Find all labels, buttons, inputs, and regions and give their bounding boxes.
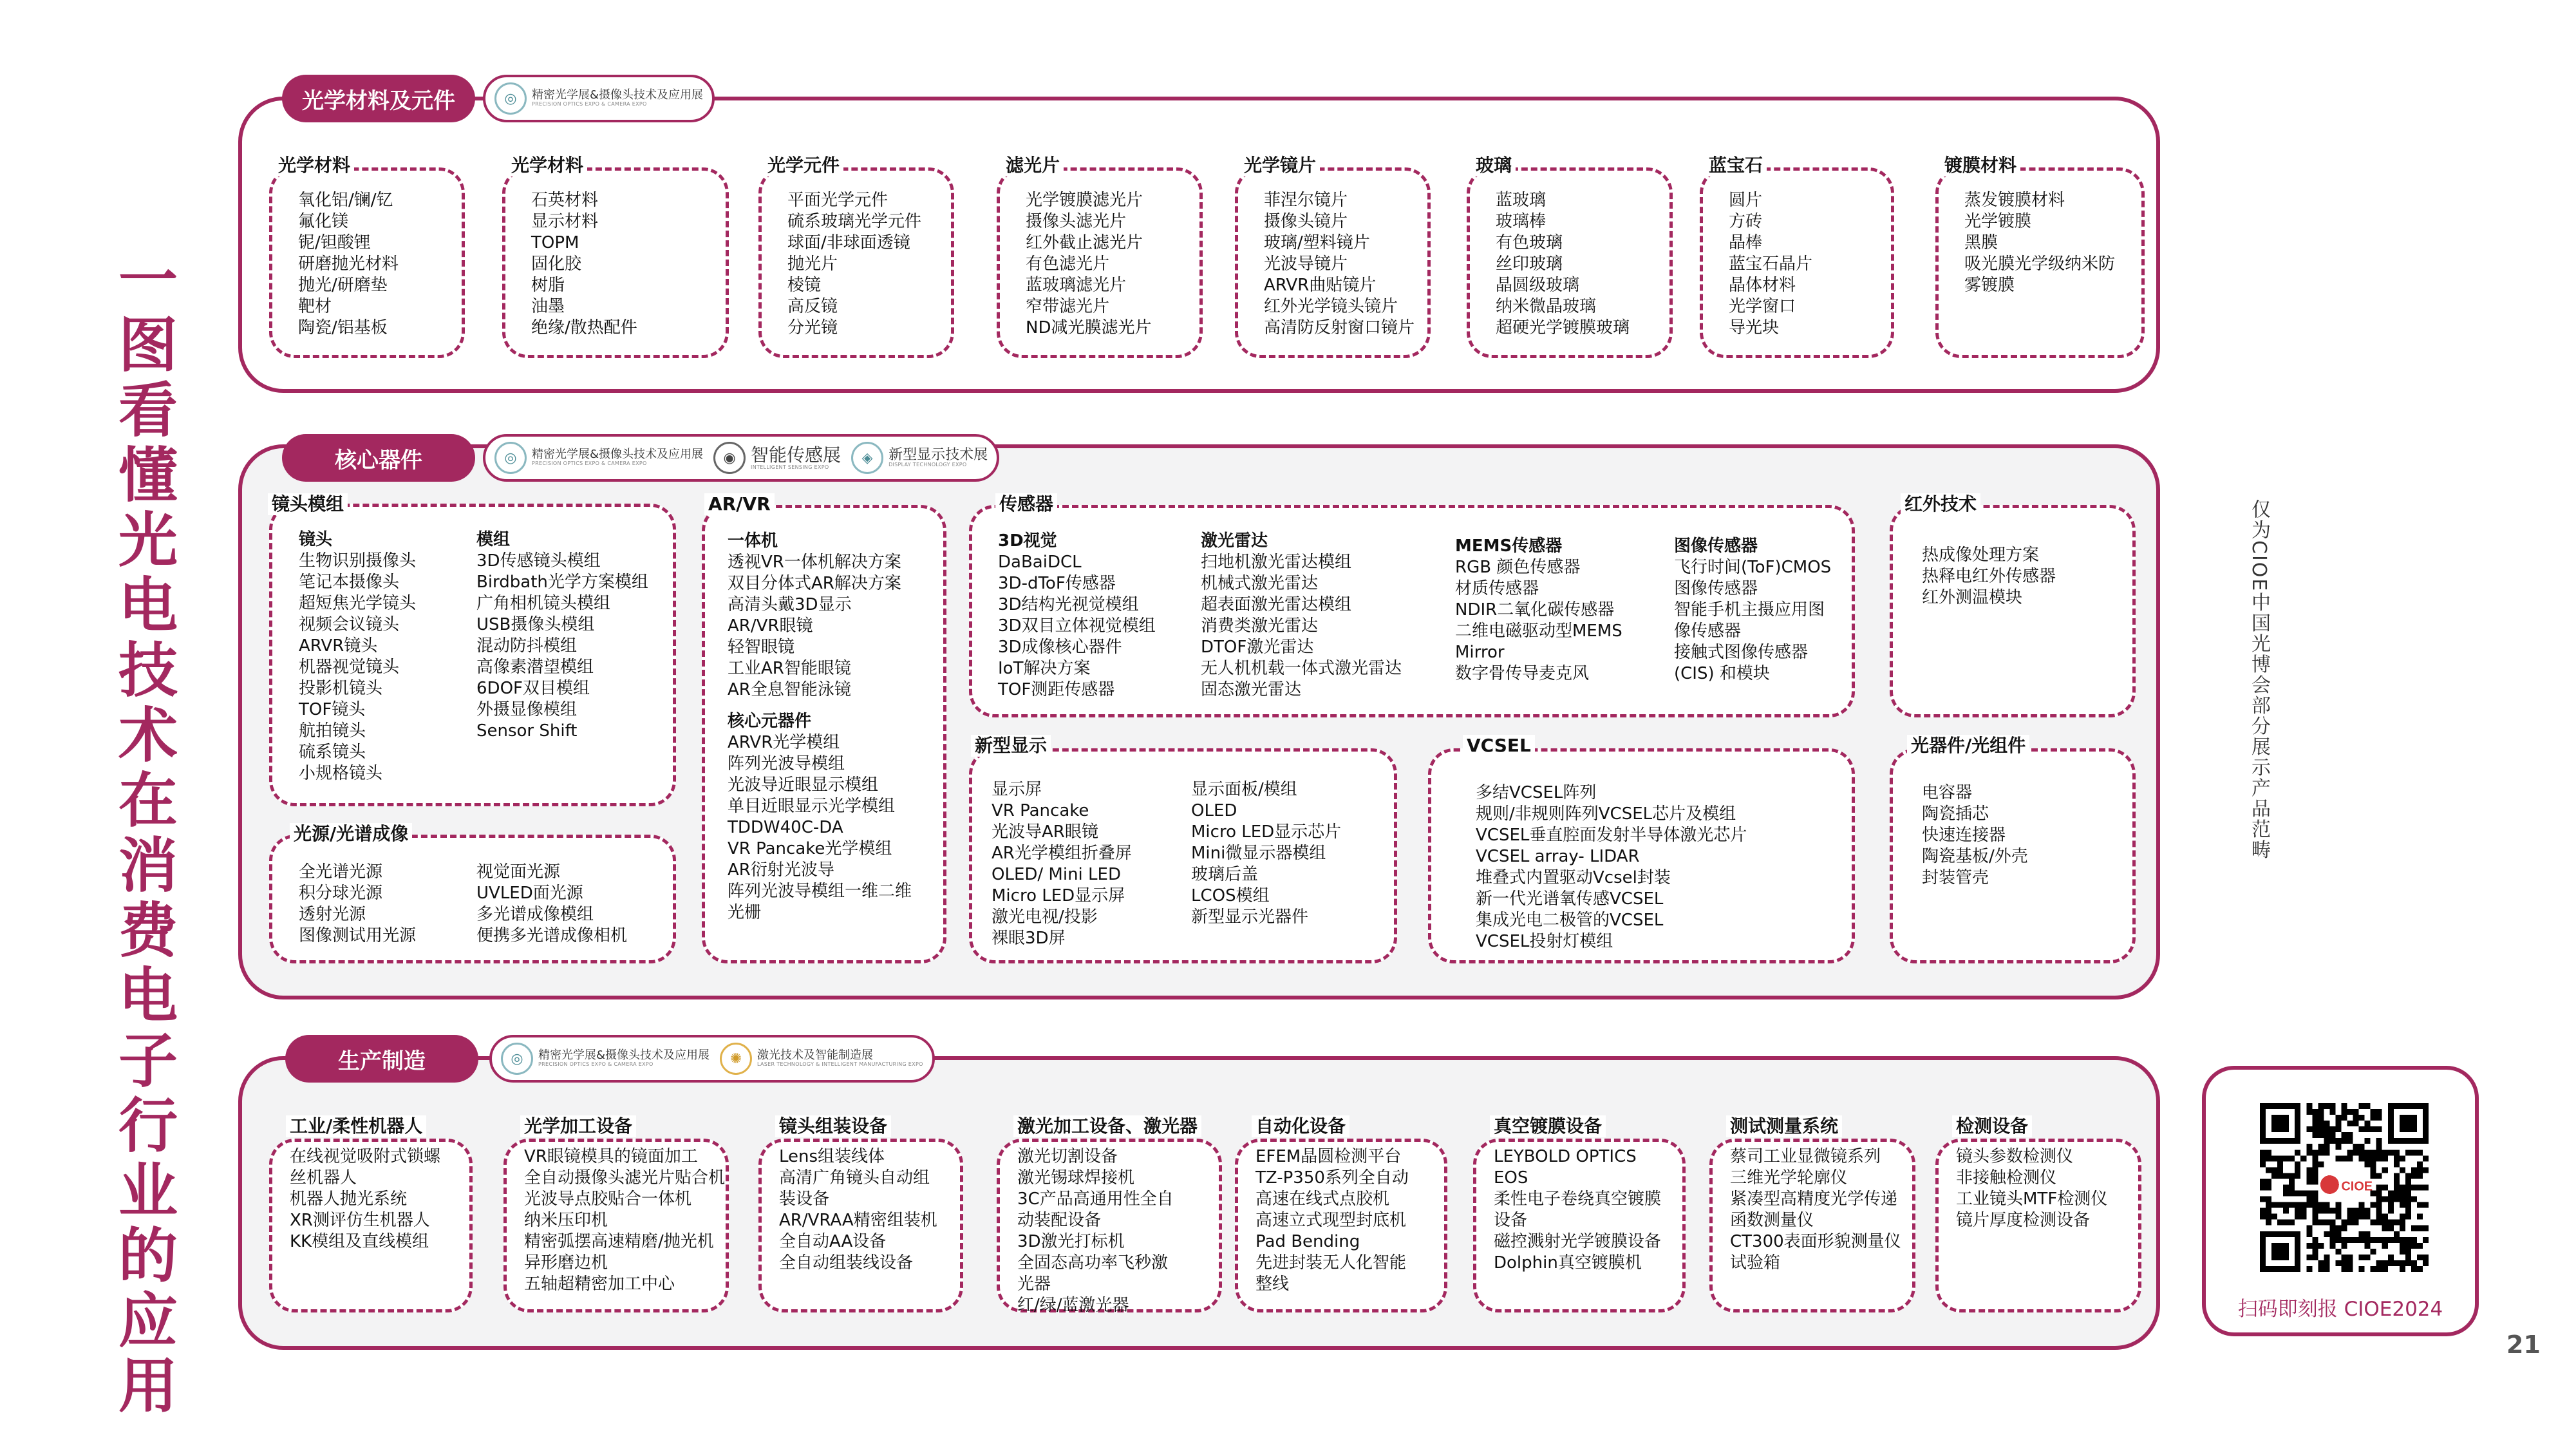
- qr-code-icon[interactable]: [2260, 1103, 2429, 1272]
- list-item: TOPM: [531, 233, 579, 252]
- list-item: 固化胶: [531, 254, 582, 274]
- list-item: 裸眼3D屏: [992, 929, 1066, 948]
- material-items: [531, 190, 637, 339]
- list-item: 全自动摄像头滤光片贴合机: [524, 1168, 726, 1188]
- list-item: 圆片: [1729, 191, 1763, 210]
- list-item: TZ-P350系列全自动: [1255, 1168, 1409, 1188]
- manufacturing-items: [290, 1146, 440, 1253]
- list-item: 多光谱成像模组: [476, 905, 594, 924]
- exhibition-tags-3: [489, 1035, 935, 1083]
- list-item: VCSEL array- LIDAR: [1476, 847, 1640, 866]
- list-item: 封装管壳: [1922, 868, 1989, 887]
- list-item: 紧凑型高精度光学传递: [1730, 1189, 1898, 1209]
- list-item: Micro LED显示屏: [992, 886, 1125, 905]
- list-item: KK模组及直线模组: [290, 1232, 429, 1251]
- box-title: 真空镀膜设备: [1490, 1115, 1606, 1137]
- list-item: EFEM晶圆检测平台: [1255, 1147, 1402, 1166]
- qr-logo: CIOE: [2341, 1179, 2373, 1194]
- list-item: 平面光学元件: [787, 191, 888, 210]
- box-title: 激光加工设备、激光器: [1013, 1115, 1201, 1137]
- box-title: 光学材料: [507, 155, 587, 176]
- list-item: Micro LED显示芯片: [1191, 822, 1342, 842]
- sensor-col-1: [998, 531, 1156, 701]
- list-item: 精密弧摆高速精磨/抛光机: [524, 1232, 714, 1251]
- list-item: 硫系玻璃光学元件: [787, 212, 922, 231]
- display-tech-icon: ◈: [851, 442, 883, 474]
- list-item: AR/VR眼镜: [728, 616, 813, 636]
- box-infrared: [1890, 505, 2136, 717]
- list-item: 玻璃后盖: [1191, 865, 1259, 884]
- list-item: 图像测试用光源: [299, 926, 417, 945]
- list-item: ARVR光学模组: [728, 733, 840, 752]
- list-item: 晶棒: [1729, 233, 1763, 252]
- list-item: 抛光片: [787, 254, 838, 274]
- list-item: 高速在线式点胶机: [1255, 1189, 1390, 1209]
- section-title-manufacturing: 生产制造: [285, 1035, 478, 1083]
- manufacturing-items: [1956, 1146, 2107, 1231]
- box-title: VCSEL: [1463, 735, 1535, 757]
- list-item: AR光学模组折叠屏: [992, 844, 1132, 863]
- list-item: 便携多光谱成像相机: [476, 926, 628, 945]
- list-item: 工业镜头MTF检测仪: [1956, 1189, 2108, 1209]
- exhibition-precision: ◎ 精密光学展&摄像头技术及应用展 PRECISION OPTICS EXPO & CAMERA EXPO: [494, 82, 703, 115]
- manufacturing-items: [1730, 1146, 1901, 1274]
- precision-optics-icon: ◎: [494, 82, 527, 115]
- exhibition-sensing: ◉ 智能传感展 INTELLIGENT SENSING EXPO: [713, 442, 841, 474]
- list-item: 油墨: [531, 297, 565, 316]
- list-item: 摄像头镜片: [1264, 212, 1348, 231]
- list-item: 高清广角镜头自动组: [779, 1168, 930, 1188]
- list-item: 球面/非球面透镜: [787, 233, 910, 252]
- box-title: 检测设备: [1952, 1115, 2032, 1137]
- list-item: Lens组装线体: [779, 1147, 885, 1166]
- material-items: [298, 190, 399, 339]
- list-item: 玻璃棒: [1496, 212, 1547, 231]
- list-item: Sensor Shift: [476, 721, 578, 741]
- list-item: 石英材料: [531, 191, 599, 210]
- list-item: 装设备: [779, 1189, 830, 1209]
- list-item: AR全息智能泳镜: [728, 680, 851, 699]
- list-item: 玻璃/塑料镜片: [1264, 233, 1370, 252]
- list-item: 多结VCSEL阵列: [1476, 783, 1597, 802]
- list-item: 高清头戴3D显示: [728, 595, 852, 614]
- list-item: VCSEL投射灯模组: [1476, 932, 1613, 951]
- list-item: 丝机器人: [290, 1168, 357, 1188]
- sensor-col-4: [1674, 536, 1831, 685]
- list-item: TOF测距传感器: [998, 680, 1115, 699]
- exhibition-tags-1: [483, 75, 715, 122]
- list-item: 纳米微晶玻璃: [1496, 297, 1597, 316]
- eye-sensor-icon: ◉: [713, 442, 746, 474]
- manufacturing-items: [1017, 1146, 1174, 1316]
- list-item: 靶材: [298, 297, 332, 316]
- list-item: 蔡司工业显微镜系列: [1730, 1147, 1881, 1166]
- list-item: LCOS模组: [1191, 886, 1270, 905]
- list-item: 热释电红外传感器: [1922, 567, 2056, 586]
- list-item: 光学镀膜: [1964, 212, 2032, 231]
- list-item: 抛光/研磨垫: [298, 276, 388, 295]
- manufacturing-items: [1494, 1146, 1661, 1274]
- list-item: 6DOF双目模组: [476, 679, 590, 698]
- list-item: 3D传感镜头模组: [476, 551, 601, 571]
- list-item: 五轴超精密加工中心: [524, 1274, 675, 1294]
- list-item: TOF镜头: [299, 700, 366, 719]
- list-item: 3D视觉: [998, 531, 1057, 551]
- list-item: 生物识别摄像头: [299, 551, 417, 571]
- optic-items: [1922, 782, 2028, 889]
- list-item: 3C产品高通用性全自: [1017, 1189, 1174, 1209]
- list-item: 消费类激光雷达: [1201, 616, 1319, 636]
- list-item: ARVR镜头: [299, 636, 378, 656]
- list-item: CT300表面形貌测量仪: [1730, 1232, 1901, 1251]
- list-item: 机器视觉镜头: [299, 658, 400, 677]
- material-items: [1729, 190, 1812, 339]
- list-item: 热成像处理方案: [1922, 545, 2040, 565]
- list-item: NDIR二氧化碳传感器: [1455, 600, 1615, 620]
- section-title-core: 核心器件: [282, 434, 475, 482]
- list-item: ND减光膜滤光片: [1026, 318, 1152, 337]
- list-item: 3D成像核心器件: [998, 638, 1122, 657]
- list-item: 镜头: [299, 530, 333, 549]
- list-item: 红/绿/蓝激光器: [1017, 1296, 1129, 1315]
- light-col-2: [476, 862, 627, 947]
- list-item: 全自动AA设备: [779, 1232, 887, 1251]
- list-item: 超表面激光雷达模组: [1201, 595, 1352, 614]
- list-item: 数字骨传导麦克风: [1455, 664, 1590, 683]
- list-item: 三维光学轮廓仪: [1730, 1168, 1848, 1188]
- list-item: 阵列光波导模组一维二维: [728, 882, 912, 901]
- list-item: USB摄像头模组: [476, 615, 595, 634]
- list-item: 图像传感器: [1674, 536, 1758, 556]
- list-item: 红外测温模块: [1922, 588, 2023, 607]
- precision-optics-icon: ◎: [501, 1043, 533, 1075]
- display-col-2: [1191, 779, 1341, 928]
- list-item: OLED/ Mini LED: [992, 865, 1121, 884]
- list-item: 扫地机激光雷达模组: [1201, 553, 1352, 572]
- list-item: ARVR曲贴镜片: [1264, 276, 1377, 295]
- box-title: 镜头模组: [268, 493, 348, 515]
- box-title: 自动化设备: [1252, 1115, 1349, 1137]
- box-title: 光学元件: [764, 155, 843, 176]
- list-item: 显示面板/模组: [1191, 780, 1297, 799]
- list-item: 机械式激光雷达: [1201, 574, 1319, 593]
- box-title: 光器件/光组件: [1907, 735, 2029, 757]
- list-item: 纳米压印机: [524, 1211, 608, 1230]
- list-item: 3D激光打标机: [1017, 1232, 1125, 1251]
- list-item: 一体机: [728, 531, 778, 551]
- list-item: 3D双目立体视觉模组: [998, 616, 1156, 636]
- list-item: 轻智眼镜: [728, 638, 795, 657]
- box-title: 新型显示: [971, 735, 1051, 757]
- list-item: 菲涅尔镜片: [1264, 191, 1348, 210]
- list-item: 视频会议镜头: [299, 615, 400, 634]
- list-item: 图像传感器: [1674, 579, 1758, 598]
- box-title: 红外技术: [1901, 493, 1980, 515]
- list-item: 光栅: [728, 903, 762, 922]
- list-item: 氧化铝/镧/钇: [298, 191, 393, 210]
- list-item: LEYBOLD OPTICS: [1494, 1147, 1637, 1166]
- list-item: 摄像头滤光片: [1026, 212, 1127, 231]
- list-item: 积分球光源: [299, 884, 383, 903]
- list-item: 笔记本摄像头: [299, 573, 400, 592]
- list-item: [728, 701, 912, 711]
- list-item: IoT解决方案: [998, 659, 1091, 678]
- list-item: Mini微显示器模组: [1191, 844, 1326, 863]
- section-title-materials: 光学材料及元件: [282, 75, 475, 122]
- manufacturing-items: [779, 1146, 937, 1274]
- list-item: AR衍射光波导: [728, 860, 834, 880]
- list-item: 函数测量仪: [1730, 1211, 1814, 1230]
- list-item: 光波导AR眼镜: [992, 822, 1098, 842]
- list-item: 工业AR智能眼镜: [728, 659, 851, 678]
- list-item: 高清防反射窗口镜片: [1264, 318, 1415, 337]
- side-note: 仅为CIOE中国光博会部分展示产品范畴: [2248, 499, 2270, 860]
- list-item: 超硬光学镀膜玻璃: [1496, 318, 1630, 337]
- list-item: 陶瓷插芯: [1922, 804, 1989, 824]
- list-item: 超短焦光学镜头: [299, 594, 417, 613]
- list-item: 树脂: [531, 276, 565, 295]
- list-item: 镜片厚度检测设备: [1956, 1211, 2091, 1230]
- list-item: 新型显示光器件: [1191, 907, 1309, 927]
- manufacturing-items: [1255, 1146, 1409, 1295]
- list-item: 陶瓷基板/外壳: [1922, 847, 2028, 866]
- qr-caption[interactable]: 扫码即刻报 CIOE2024: [2237, 1298, 2443, 1321]
- list-item: VR Pancake光学模组: [728, 839, 892, 858]
- list-item: XR测评仿生机器人: [290, 1211, 430, 1230]
- sensor-col-3: [1455, 536, 1622, 685]
- list-item: 高速立式现型封底机: [1255, 1211, 1407, 1230]
- material-items: [1964, 190, 2115, 296]
- list-item: 核心元器件: [728, 712, 812, 731]
- list-item: 新一代光谱氧传感VCSEL: [1476, 889, 1664, 909]
- list-item: 高反镜: [787, 297, 838, 316]
- list-item: Birdbath光学方案模组: [476, 573, 648, 592]
- list-item: Dolphin真空镀膜机: [1494, 1253, 1642, 1273]
- list-item: 磁控溅射光学镀膜设备: [1494, 1232, 1662, 1251]
- list-item: DaBaiDCL: [998, 553, 1082, 572]
- list-item: 晶圆级玻璃: [1496, 276, 1580, 295]
- box-title: 蓝宝石: [1705, 155, 1767, 176]
- list-item: 视觉面光源: [476, 862, 561, 882]
- list-item: 分光镜: [787, 318, 838, 337]
- box-title: AR/VR: [704, 493, 775, 515]
- list-item: 异形磨边机: [524, 1253, 608, 1273]
- list-item: 晶体材料: [1729, 276, 1796, 295]
- display-col-1: [992, 779, 1132, 949]
- list-item: 光波导近眼显示模组: [728, 775, 879, 795]
- exhibition-precision: ◎ 精密光学展&摄像头技术及应用展 PRECISION OPTICS EXPO & CAMERA EXPO: [501, 1043, 710, 1075]
- list-item: 二维电磁驱动型MEMS: [1455, 621, 1622, 641]
- list-item: 光学镀膜滤光片: [1026, 191, 1143, 210]
- box-title: 传感器: [995, 493, 1057, 515]
- list-item: 像传感器: [1674, 621, 1742, 641]
- list-item: VR Pancake: [992, 801, 1089, 820]
- list-item: 机器人抛光系统: [290, 1189, 408, 1209]
- list-item: 设备: [1494, 1211, 1528, 1230]
- list-item: 丝印玻璃: [1496, 254, 1563, 274]
- list-item: 单目近眼显示光学模组: [728, 797, 896, 816]
- sensor-col-2: [1201, 531, 1402, 701]
- arvr-items: [728, 531, 912, 923]
- list-item: 蓝玻璃: [1496, 191, 1547, 210]
- material-items: [1264, 190, 1415, 339]
- box-title: 光学材料: [274, 155, 354, 176]
- box-title: 镀膜材料: [1941, 155, 2020, 176]
- list-item: 绝缘/散热配件: [531, 318, 637, 337]
- list-item: 激光雷达: [1201, 531, 1268, 551]
- list-item: 雾镀膜: [1964, 276, 2015, 295]
- list-item: 光波导点胶贴合一体机: [524, 1189, 692, 1209]
- list-item: 吸光膜光学级纳米防: [1964, 254, 2116, 274]
- list-item: 棱镜: [787, 276, 822, 295]
- list-item: 电容器: [1922, 783, 1973, 802]
- list-item: MEMS传感器: [1455, 536, 1563, 556]
- ir-items: [1922, 545, 2056, 609]
- list-item: VR眼镜模具的镜面加工: [524, 1147, 698, 1166]
- list-item: 蓝玻璃滤光片: [1026, 276, 1127, 295]
- list-item: 在线视觉吸附式锁螺: [290, 1147, 441, 1166]
- list-item: 智能手机主摄应用图: [1674, 600, 1825, 620]
- box-title: 测试测量系统: [1726, 1115, 1842, 1137]
- list-item: 材质传感器: [1455, 579, 1539, 598]
- laser-tech-icon: ✺: [720, 1043, 752, 1075]
- list-item: 激光锡球焊接机: [1017, 1168, 1135, 1188]
- list-item: 陶瓷/铝基板: [298, 318, 388, 337]
- list-item: 有色玻璃: [1496, 233, 1563, 252]
- list-item: 广角相机镜头模组: [476, 594, 611, 613]
- list-item: 全光谱光源: [299, 862, 383, 882]
- list-item: 航拍镜头: [299, 721, 366, 741]
- list-item: 混动防抖模组: [476, 636, 578, 656]
- list-item: AR/VRAA精密组装机: [779, 1211, 937, 1230]
- list-item: 光波导镜片: [1264, 254, 1348, 274]
- list-item: 蒸发镀膜材料: [1964, 191, 2065, 210]
- list-item: 透射光源: [299, 905, 366, 924]
- list-item: 蓝宝石晶片: [1729, 254, 1813, 274]
- list-item: 高像素潜望模组: [476, 658, 594, 677]
- list-item: 窄带滤光片: [1026, 297, 1110, 316]
- list-item: 透视VR一体机解决方案: [728, 553, 901, 572]
- list-item: 小规格镜头: [299, 764, 383, 783]
- list-item: TDDW40C-DA: [728, 818, 843, 837]
- precision-optics-icon: ◎: [494, 442, 527, 474]
- list-item: 飞行时间(ToF)CMOS: [1674, 558, 1832, 577]
- box-title: 工业/柔性机器人: [286, 1115, 426, 1137]
- list-item: 堆叠式内置驱动Vcsel封装: [1476, 868, 1671, 887]
- list-item: 3D结构光视觉模组: [998, 595, 1139, 614]
- list-item: 氟化镁: [298, 212, 349, 231]
- list-item: 激光切割设备: [1017, 1147, 1118, 1166]
- list-item: Pad Bending: [1255, 1232, 1360, 1251]
- exhibition-tags-2: [483, 434, 999, 482]
- list-item: DTOF激光雷达: [1201, 638, 1314, 657]
- list-item: EOS: [1494, 1168, 1528, 1188]
- exhibition-display: ◈ 新型显示技术展 DISPLAY TECHNOLOGY EXPO: [851, 442, 988, 474]
- list-item: 黑膜: [1964, 233, 1998, 252]
- list-item: 外摄显像模组: [476, 700, 578, 719]
- manufacturing-items: [524, 1146, 725, 1295]
- list-item: 镜头参数检测仪: [1956, 1147, 2074, 1166]
- list-item: 红外光学镜头镜片: [1264, 297, 1398, 316]
- exhibition-laser: ✺ 激光技术及智能制造展 LASER TECHNOLOGY & INTELLIGENT MANUFACTURING EXPO: [720, 1043, 923, 1075]
- box-title: 光学加工设备: [520, 1115, 636, 1137]
- list-item: 红外截止滤光片: [1026, 233, 1143, 252]
- vcsel-items: [1476, 782, 1747, 952]
- list-item: 先进封装无人化智能: [1255, 1253, 1407, 1273]
- list-item: 方砖: [1729, 212, 1763, 231]
- list-item: VCSEL垂直腔面发射半导体激光芯片: [1476, 826, 1747, 845]
- list-item: Mirror: [1455, 643, 1505, 662]
- box-title: 玻璃: [1472, 155, 1516, 176]
- qr-register-card[interactable]: [2202, 1066, 2479, 1336]
- light-col-1: [299, 862, 416, 947]
- list-item: 显示材料: [531, 212, 599, 231]
- list-item: 研磨抛光材料: [298, 254, 399, 274]
- list-item: 光学窗口: [1729, 297, 1796, 316]
- list-item: 光器: [1017, 1274, 1051, 1294]
- list-item: 有色滤光片: [1026, 254, 1110, 274]
- list-item: 全自动组装线设备: [779, 1253, 914, 1273]
- list-item: 显示屏: [992, 780, 1042, 799]
- list-item: 双目分体式AR解决方案: [728, 574, 901, 593]
- lens-col-2: [476, 529, 648, 742]
- box-title: 镜头组装设备: [775, 1115, 891, 1137]
- list-item: 整线: [1255, 1274, 1290, 1294]
- list-item: 快速连接器: [1922, 826, 2006, 845]
- material-items: [1026, 190, 1151, 339]
- list-item: 阵列光波导模组: [728, 754, 845, 773]
- list-item: 非接触检测仪: [1956, 1168, 2057, 1188]
- list-item: UVLED面光源: [476, 884, 583, 903]
- box-title: 滤光片: [1002, 155, 1064, 176]
- list-item: 模组: [476, 530, 511, 549]
- lens-col-1: [299, 529, 416, 784]
- list-item: 无人机机载一体式激光雷达: [1201, 659, 1402, 678]
- list-item: (CIS) 和模块: [1674, 664, 1770, 683]
- list-item: 铌/钽酸锂: [298, 233, 371, 252]
- page-title: 一图看懂光电技术在消费电子行业的应用: [118, 246, 178, 1421]
- material-items: [1496, 190, 1630, 339]
- list-item: RGB 颜色传感器: [1455, 558, 1581, 577]
- list-item: 3D-dToF传感器: [998, 574, 1116, 593]
- exhibition-precision: ◎ 精密光学展&摄像头技术及应用展 PRECISION OPTICS EXPO & CAMERA EXPO: [494, 442, 703, 474]
- box-title: 光学镜片: [1240, 155, 1320, 176]
- box-title: 光源/光谱成像: [290, 823, 412, 845]
- list-item: 固态激光雷达: [1201, 680, 1302, 699]
- list-item: 激光电视/投影: [992, 907, 1098, 927]
- material-items: [787, 190, 921, 339]
- list-item: 接触式图像传感器: [1674, 643, 1809, 662]
- list-item: 硫系镜头: [299, 743, 366, 762]
- list-item: 试验箱: [1730, 1253, 1781, 1273]
- list-item: 柔性电子卷绕真空镀膜: [1494, 1189, 1662, 1209]
- list-item: 投影机镜头: [299, 679, 383, 698]
- page-number: 21: [2506, 1331, 2541, 1359]
- list-item: 集成光电二极管的VCSEL: [1476, 911, 1664, 930]
- list-item: OLED: [1191, 801, 1237, 820]
- list-item: 动装配设备: [1017, 1211, 1102, 1230]
- list-item: 全固态高功率飞秒激: [1017, 1253, 1169, 1273]
- list-item: 规则/非规则阵列VCSEL芯片及模组: [1476, 804, 1736, 824]
- list-item: 导光块: [1729, 318, 1780, 337]
